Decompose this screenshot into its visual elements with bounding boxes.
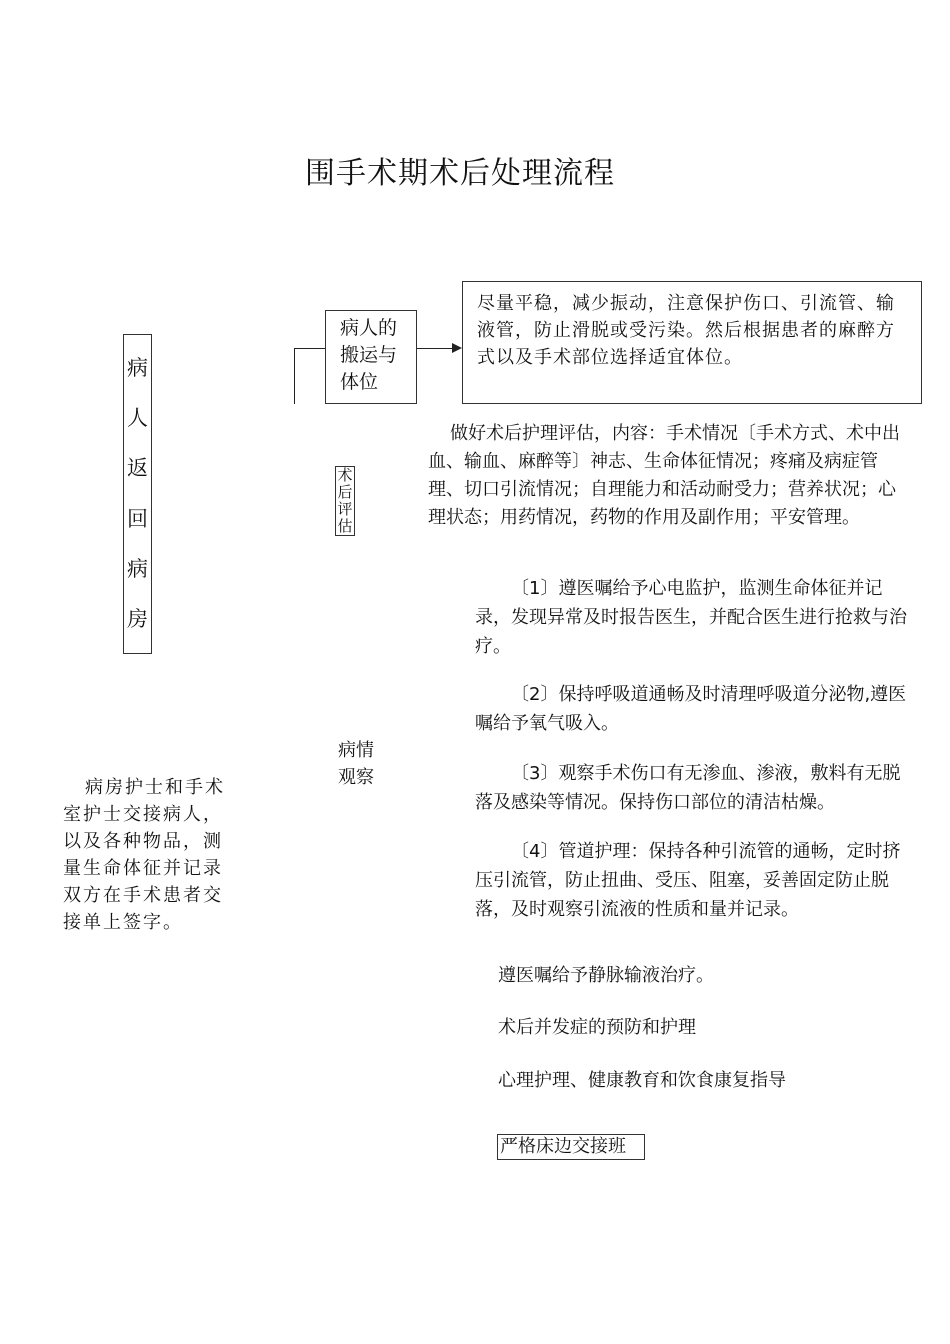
transport-position-box xyxy=(325,310,417,404)
return-ward-box xyxy=(123,334,152,654)
handover-text: 病房护士和手术室护士交接病人，以及各种物品，测量生命体征并记录双方在手术患者交接单上签字。 xyxy=(63,777,225,933)
transport-note-box: 尽量平稳，减少振动，注意保护伤口、引流管、输液管，防止滑脱或受污染。然后根据患者的麻醉方式以及手术部位选择适宜体位。 xyxy=(462,281,922,404)
evaluation-label-char: 后 xyxy=(337,483,353,501)
page-title: 围手术期术后处理流程 xyxy=(305,156,615,191)
transport-label-line: 体位 xyxy=(340,371,379,393)
observation-item: 〔1〕遵医嘱给予心电监护，监测生命体征并记录，发现异常及时报告医生，并配合医生进行抢救与治疗。 xyxy=(475,578,907,657)
return-ward-char: 房 xyxy=(127,607,148,632)
return-ward-char: 返 xyxy=(127,456,148,481)
return-ward-char: 病 xyxy=(127,556,148,581)
evaluation-label-char: 评 xyxy=(337,500,353,518)
observation-label-line: 病情 xyxy=(338,740,374,761)
arrow-right-icon xyxy=(452,343,462,353)
observation-label-line: 观察 xyxy=(338,767,374,788)
observation-label xyxy=(338,737,374,791)
complication-step: 术后并发症的预防和护理 xyxy=(498,1017,696,1038)
iv-therapy-step: 遵医嘱给予静脉输液治疗。 xyxy=(498,965,714,986)
observation-item: 〔3〕观察手术伤口有无渗血、渗液，敷料有无脱落及感染等情况。保持伤口部位的清洁枯燥。 xyxy=(475,763,901,813)
evaluation-label xyxy=(335,466,355,536)
return-ward-char: 病 xyxy=(127,355,148,380)
evaluation-text: 做好术后护理评估，内容：手术情况〔手术方式、术中出血、输血、麻醉等〕神志、生命体征情况；疼痛及病症管理、切口引流情况；自理能力和活动耐受力；营养状况；心理状态；用药情况，药物的作用及副作用；平安管理。 xyxy=(428,423,900,528)
connector-vertical-line xyxy=(294,348,295,404)
evaluation-label-char: 术 xyxy=(337,466,353,484)
connector-horizontal-line xyxy=(294,348,325,349)
education-step: 心理护理、健康教育和饮食康复指导 xyxy=(498,1070,786,1091)
return-ward-char: 人 xyxy=(127,405,148,430)
transport-label-line: 搬运与 xyxy=(340,344,398,366)
observation-item: 〔2〕保持呼吸道通畅及时清理呼吸道分泌物,遵医嘱给予氧气吸入。 xyxy=(475,684,907,734)
evaluation-label-char: 估 xyxy=(337,517,353,535)
shift-handover-box: 严格床边交接班 xyxy=(497,1134,645,1160)
arrow-line xyxy=(417,348,453,349)
return-ward-char: 回 xyxy=(127,506,148,531)
observation-item: 〔4〕管道护理：保持各种引流管的通畅，定时挤压引流管，防止扭曲、受压、阻塞，妥善固定防止脱落，及时观察引流液的性质和量并记录。 xyxy=(475,841,901,920)
transport-label-line: 病人的 xyxy=(340,317,398,339)
